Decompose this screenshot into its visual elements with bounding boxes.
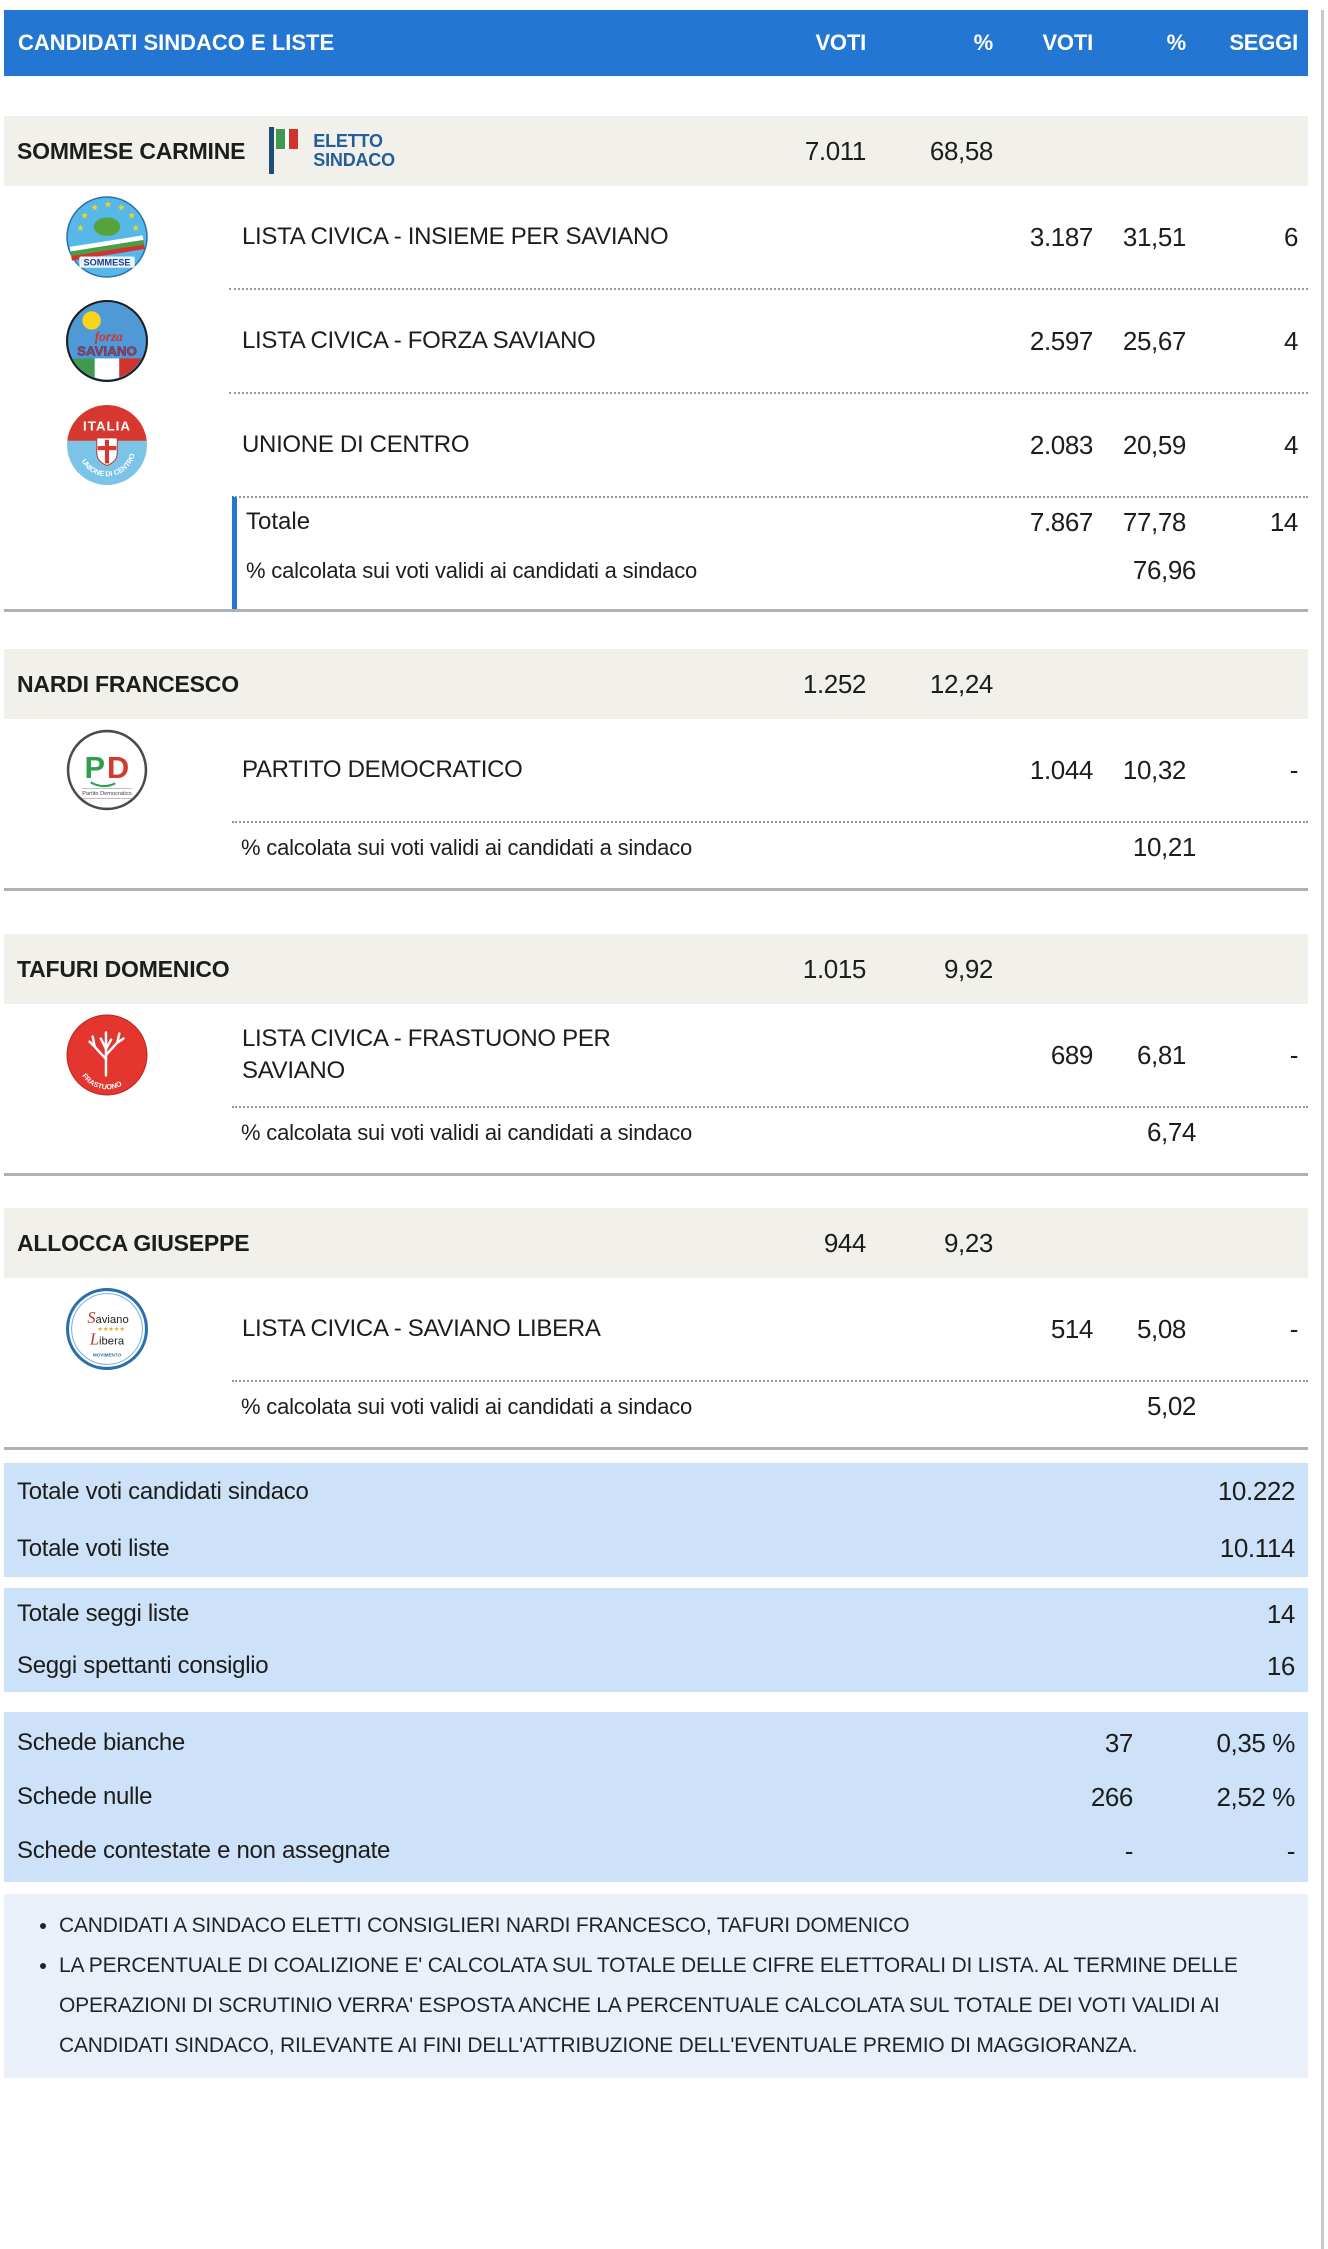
schede-row — [4, 1824, 1308, 1878]
pct-calcolata-value: 10,21 — [1132, 832, 1196, 862]
list-votes: 514 — [1050, 1313, 1093, 1344]
logo-insieme-per-saviano — [66, 196, 148, 278]
table-header — [4, 10, 1308, 76]
list-pct: 5,08 — [1136, 1313, 1186, 1344]
election-results-table — [4, 10, 1308, 2078]
list-seats: - — [1289, 1313, 1298, 1344]
italian-flag-icon — [269, 126, 303, 176]
star-icon: ★ — [90, 202, 99, 213]
candidate-name-cell — [4, 126, 746, 176]
list-row — [4, 186, 1308, 288]
pct-calcolata-label: % calcolata sui voti validi ai candidati a sindaco — [246, 558, 698, 583]
elected-badge-text — [313, 132, 395, 171]
elected-badge-line1: ELETTO — [313, 130, 383, 151]
pct-calcolata-value: 76,96 — [1132, 555, 1196, 585]
col-header-pct-list: % — [1166, 30, 1186, 55]
pct-calcolata-label: % calcolata sui voti validi ai candidati a sindaco — [241, 1394, 693, 1419]
logo-frastuono-per-saviano — [66, 1014, 148, 1096]
list-name: UNIONE DI CENTRO — [242, 430, 470, 458]
coalition-total-row — [237, 498, 1308, 546]
star-icon: ★ — [103, 199, 113, 210]
candidate-votes: 944 — [823, 1227, 866, 1258]
candidate-votes: 1.252 — [802, 668, 866, 699]
candidate-row — [4, 116, 1308, 186]
schede-label: Schede contestate e non assegnate — [17, 1837, 391, 1864]
list-name: LISTA CIVICA - FORZA SAVIANO — [242, 326, 596, 354]
totals-votes-block — [4, 1463, 1308, 1577]
candidate-name: NARDI FRANCESCO — [17, 670, 239, 697]
pct-calcolata-block — [232, 1380, 1308, 1447]
pct-calcolata-value: 6,74 — [1146, 1117, 1196, 1147]
schede-value: 266 — [1090, 1781, 1133, 1812]
star-icon: ★ — [117, 202, 126, 213]
list-pct: 31,51 — [1122, 221, 1186, 252]
list-seats: 4 — [1283, 429, 1298, 460]
star-icon: ★ — [131, 222, 140, 233]
list-name: PARTITO DEMOCRATICO — [242, 755, 523, 783]
logo-partito-democratico — [66, 729, 148, 811]
coalition-summary — [232, 496, 1308, 609]
schede-label: Schede nulle — [17, 1783, 153, 1810]
elected-badge-line2: SINDACO — [313, 150, 395, 170]
total-row — [4, 1640, 1308, 1692]
list-seats: - — [1289, 754, 1298, 785]
list-votes: 2.597 — [1029, 325, 1093, 356]
total-row — [4, 1463, 1308, 1520]
candidate-name: ALLOCCA GIUSEPPE — [17, 1229, 250, 1256]
candidate-section-tafuri — [4, 934, 1308, 1176]
schede-row — [4, 1716, 1308, 1770]
candidate-section-allocca — [4, 1208, 1308, 1450]
footnotes-panel — [4, 1894, 1308, 2078]
section-divider — [4, 609, 1308, 612]
list-name: LISTA CIVICA - INSIEME PER SAVIANO — [242, 222, 669, 250]
schede-row — [4, 1770, 1308, 1824]
candidate-row — [4, 934, 1308, 1004]
pct-calcolata-label: % calcolata sui voti validi ai candidati a sindaco — [241, 835, 693, 860]
total-votes: 7.867 — [1029, 506, 1093, 537]
section-divider — [4, 1173, 1308, 1176]
pct-calcolata-row — [237, 546, 1308, 595]
total-row — [4, 1588, 1308, 1640]
col-header-voti-list: VOTI — [1042, 30, 1093, 55]
list-row — [4, 1004, 1308, 1106]
total-seats: 14 — [1269, 506, 1298, 537]
list-votes: 1.044 — [1029, 754, 1093, 785]
total-label: Seggi spettanti consiglio — [17, 1652, 269, 1679]
pct-calcolata-label: % calcolata sui voti validi ai candidati a sindaco — [241, 1120, 693, 1145]
list-row — [4, 719, 1308, 821]
candidate-section-nardi — [4, 649, 1308, 891]
table-title: CANDIDATI SINDACO E LISTE — [18, 30, 335, 55]
candidate-pct: 9,92 — [943, 953, 993, 984]
star-icon: ★ — [127, 210, 136, 221]
pct-calcolata-row — [232, 1108, 1308, 1157]
logo-unione-di-centro — [66, 404, 148, 486]
logo-text: P — [84, 750, 105, 786]
total-value: 10.222 — [1217, 1476, 1295, 1506]
star-icon: ★ — [80, 210, 89, 221]
logo-text: SOMMESE — [83, 257, 131, 268]
logo-text: Libera — [89, 1329, 125, 1349]
candidate-votes: 7.011 — [804, 135, 866, 166]
list-name: LISTA CIVICA - FRASTUONO PER SAVIANO — [242, 1024, 611, 1084]
schede-block — [4, 1712, 1308, 1882]
footnote: • CANDIDATI A SINDACO ELETTI CONSIGLIERI NARDI FRANCESCO, TAFURI DOMENICO — [59, 1906, 1274, 1946]
total-value: 10.114 — [1219, 1533, 1295, 1563]
list-votes: 2.083 — [1029, 429, 1093, 460]
total-label: Totale voti liste — [17, 1534, 170, 1562]
logo-text: D — [107, 750, 130, 786]
logo-arc-text: UNIONE DI CENTRO — [79, 452, 137, 479]
star-icon: ★ — [76, 222, 85, 233]
col-header-pct-candidate: % — [973, 30, 993, 55]
total-value: 16 — [1266, 1650, 1295, 1681]
list-seats: - — [1289, 1039, 1298, 1070]
candidate-section-sommese — [4, 116, 1308, 612]
candidate-row — [4, 649, 1308, 719]
candidate-votes: 1.015 — [802, 953, 866, 984]
list-pct: 20,59 — [1122, 429, 1186, 460]
stars-row-icon: ★★★★★ — [97, 1326, 125, 1334]
pct-calcolata-value: 5,02 — [1146, 1391, 1196, 1421]
list-votes: 3.187 — [1029, 221, 1093, 252]
footnotes-list — [4, 1906, 1274, 2066]
schede-label: Schede bianche — [17, 1729, 185, 1756]
list-name: LISTA CIVICA - SAVIANO LIBERA — [242, 1314, 601, 1342]
list-row — [4, 290, 1308, 392]
elected-badge — [269, 126, 395, 176]
footnote: • LA PERCENTUALE DI COALIZIONE E' CALCOLATA SUL TOTALE DELLE CIFRE ELETTORALI DI LISTA. AL TERMINE DELLE OPERAZIONI DI SCRUTINIO VERRA' ESPOSTA ANCHE LA PERCENTUALE CALCOLATA SUL TOTALE DEI VOTI VALIDI AI CANDIDATI SINDACO, RILEVANTE AI FINI DELL'ATTRIBUZIONE DELL'EVENTUALE PREMIO DI MAGGIORANZA. — [59, 1946, 1274, 2066]
candidate-name: TAFURI DOMENICO — [17, 955, 230, 982]
logo-text: forza — [94, 329, 123, 344]
total-row — [4, 1520, 1308, 1577]
list-seats: 4 — [1283, 325, 1298, 356]
logo-text: Partito Democratico — [82, 791, 132, 798]
logo-text: ITALIA — [82, 418, 132, 434]
total-pct: 77,78 — [1122, 506, 1186, 537]
col-header-voti-candidate: VOTI — [815, 30, 866, 55]
list-row — [4, 394, 1308, 496]
schede-pct: - — [1286, 1835, 1295, 1866]
list-votes: 689 — [1050, 1039, 1093, 1070]
candidate-name: SOMMESE CARMINE — [17, 137, 246, 164]
list-row — [4, 1278, 1308, 1380]
logo-text: MOVIMENTO — [92, 1352, 122, 1358]
candidate-pct: 68,58 — [929, 135, 993, 166]
pct-calcolata-row — [232, 1382, 1308, 1431]
total-value: 14 — [1266, 1598, 1295, 1629]
list-pct: 10,32 — [1122, 754, 1186, 785]
list-pct: 25,67 — [1122, 325, 1186, 356]
candidate-pct: 9,23 — [943, 1227, 993, 1258]
logo-text: Saviano — [87, 1307, 129, 1327]
logo-saviano-libera — [66, 1288, 148, 1370]
candidate-row — [4, 1208, 1308, 1278]
logo-arc-text: FRASTUONO — [80, 1072, 124, 1092]
pct-calcolata-row — [232, 823, 1308, 872]
list-seats: 6 — [1283, 221, 1298, 252]
schede-value: - — [1124, 1835, 1133, 1866]
total-label: Totale — [246, 508, 311, 535]
pct-calcolata-block — [232, 1106, 1308, 1173]
schede-value: 37 — [1104, 1727, 1133, 1758]
candidate-pct: 12,24 — [929, 668, 993, 699]
schede-pct: 2,52 % — [1216, 1781, 1295, 1812]
totals-seats-block — [4, 1588, 1308, 1692]
list-pct: 6,81 — [1136, 1039, 1186, 1070]
col-header-seggi: SEGGI — [1229, 30, 1298, 55]
total-label: Totale seggi liste — [17, 1600, 190, 1627]
logo-text: SAVIANO — [77, 343, 137, 359]
total-label: Totale voti candidati sindaco — [17, 1477, 309, 1505]
schede-pct: 0,35 % — [1216, 1727, 1295, 1758]
scrollbar[interactable] — [1321, 10, 1324, 2249]
logo-forza-saviano — [66, 300, 148, 382]
section-divider — [4, 1447, 1308, 1450]
pct-calcolata-block — [232, 821, 1308, 888]
section-divider — [4, 888, 1308, 891]
